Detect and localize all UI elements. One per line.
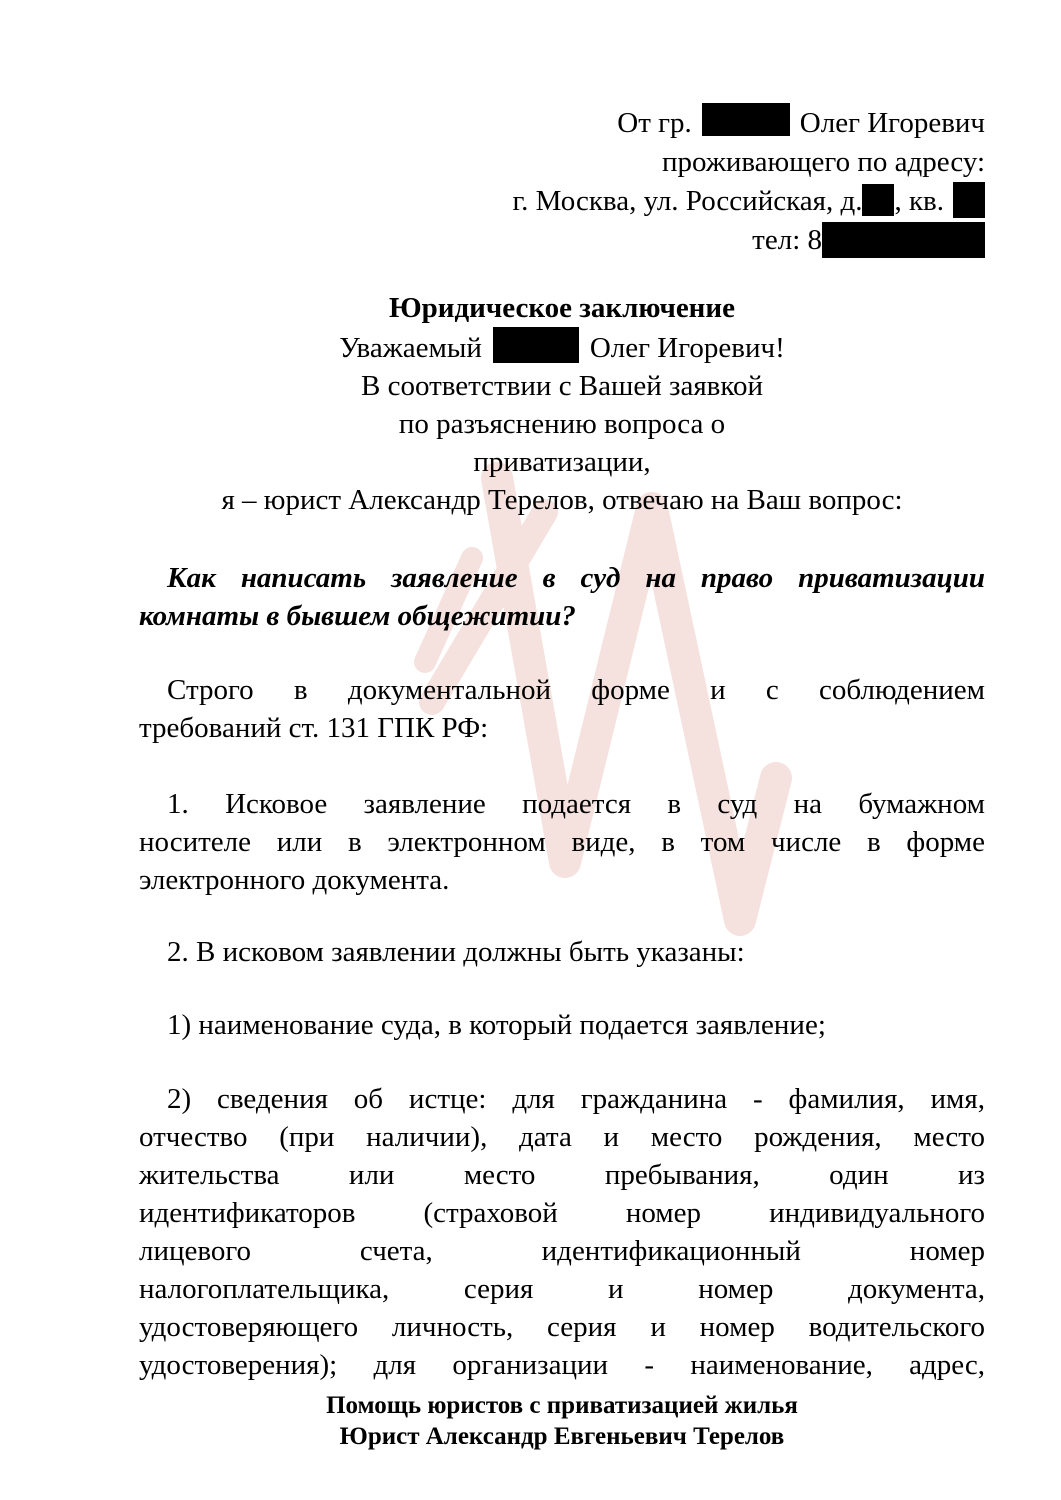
intro-line: В соответствии с Вашей заявкой xyxy=(360,370,763,402)
text-line: 1) наименование суда, в который подается заявление; xyxy=(167,1009,826,1041)
text-line: комнаты в бывшем общежитии? xyxy=(139,600,576,632)
phone-prefix: тел: 8 xyxy=(752,224,822,256)
redaction-box-house xyxy=(862,184,894,216)
client-question xyxy=(139,559,985,635)
text-line: Как написать заявление в суд на право приватизации xyxy=(167,562,985,594)
footer-block xyxy=(139,1390,985,1452)
text-line: лицевого счета, идентификационный номер xyxy=(139,1235,985,1267)
text-line: налогоплательщика, серия и номер документа, xyxy=(139,1273,985,1305)
from-suffix: Олег Игоревич xyxy=(799,107,985,139)
text-line: Строго в документальной форме и с соблюдением xyxy=(167,674,985,706)
text-line: требований ст. 131 ГПК РФ: xyxy=(139,712,489,744)
text-line: электронного документа. xyxy=(139,864,450,896)
greeting-prefix: Уважаемый xyxy=(339,332,482,364)
paragraph-item-1 xyxy=(139,785,985,899)
footer-line-service: Помощь юристов с приватизацией жилья xyxy=(326,1392,798,1419)
header-line-address xyxy=(139,182,985,221)
from-prefix: От гр. xyxy=(617,107,692,139)
text-line: 1. Исковое заявление подается в суд на бумажном xyxy=(167,788,985,820)
paragraph-point-1 xyxy=(139,1006,985,1044)
intro-line: я – юрист Александр Терелов, отвечаю на Ваш вопрос: xyxy=(221,484,903,516)
text-line: удостоверения); для организации - наименование, адрес, xyxy=(139,1349,985,1381)
paragraph-item-2 xyxy=(139,933,985,971)
text-line: 2) сведения об истце: для гражданина - фамилия, имя, xyxy=(167,1083,985,1115)
residing-text: проживающего по адресу: xyxy=(662,146,985,178)
redaction-box-greeting-surname xyxy=(493,327,579,363)
intro-block xyxy=(139,289,985,519)
header-line-from xyxy=(139,103,985,143)
text-line: отчество (при наличии), дата и место рождения, место xyxy=(139,1121,985,1153)
text-line: 2. В исковом заявлении должны быть указаны: xyxy=(167,936,745,968)
redaction-box-surname xyxy=(702,103,790,136)
text-line: носителе или в электронном виде, в том числе в форме xyxy=(139,826,985,858)
greeting-suffix: Олег Игоревич! xyxy=(589,332,785,364)
redaction-box-phone xyxy=(822,222,985,258)
greeting-line xyxy=(139,327,985,367)
address-mid: , кв. xyxy=(894,185,944,217)
text-line: жительства или место пребывания, один из xyxy=(139,1159,985,1191)
paragraph-point-2 xyxy=(139,1080,985,1384)
address-prefix: г. Москва, ул. Российская, д. xyxy=(512,185,863,217)
header-line-phone xyxy=(139,221,985,260)
footer-line-lawyer: Юрист Александр Евгеньевич Терелов xyxy=(339,1423,785,1450)
text-line: удостоверяющего личность, серия и номер водительского xyxy=(139,1311,985,1343)
addressee-block xyxy=(139,103,985,260)
redaction-box-apartment xyxy=(953,182,985,218)
header-line-residing xyxy=(139,143,985,182)
intro-line: приватизации, xyxy=(473,446,651,478)
page-title: Юридическое заключение xyxy=(389,292,735,324)
text-line: идентификаторов (страховой номер индивидуального xyxy=(139,1197,985,1229)
paragraph-strogo xyxy=(139,671,985,747)
intro-line: по разъяснению вопроса о xyxy=(398,408,726,440)
